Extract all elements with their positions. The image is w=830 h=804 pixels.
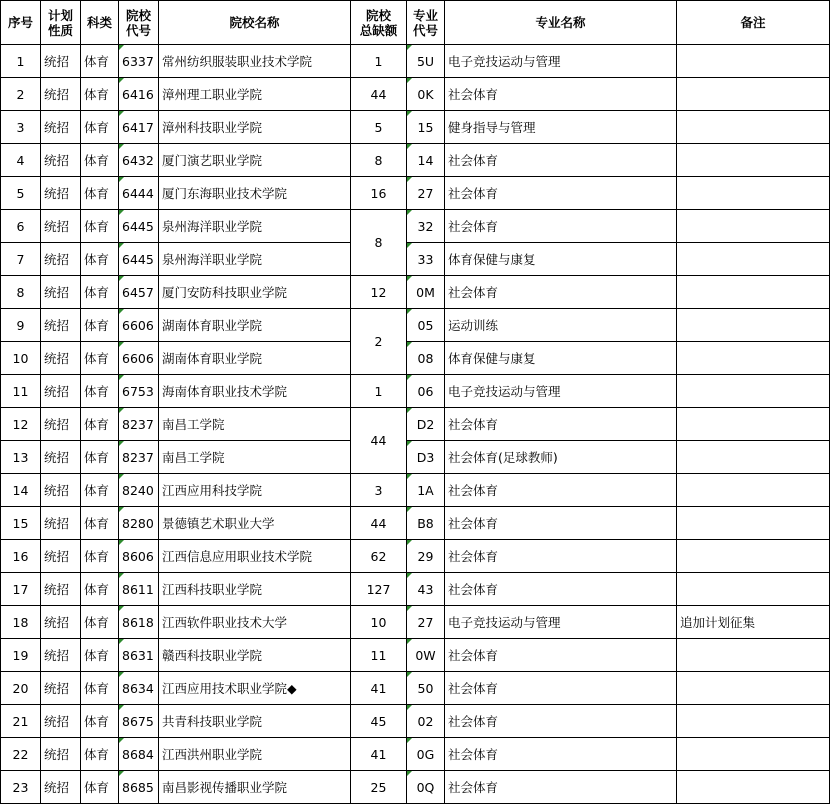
cell-school-code: 8684: [119, 738, 159, 771]
table-row: [1, 276, 830, 309]
header-subject: 科类: [81, 1, 119, 45]
table-row: [1, 375, 830, 408]
cell-plan-nature: 统招: [41, 771, 81, 804]
header-major-name: 专业名称: [445, 1, 677, 45]
table-row: [1, 45, 830, 78]
cell-subject: 体育: [81, 45, 119, 78]
cell-seq: 2: [1, 78, 41, 111]
cell-school-name: 漳州科技职业学院: [159, 111, 351, 144]
cell-school-name: 江西应用技术职业学院◆: [159, 672, 351, 705]
cell-school-name: 景德镇艺术职业大学: [159, 507, 351, 540]
cell-subject: 体育: [81, 78, 119, 111]
table-row: [1, 441, 830, 474]
cell-school-name: 江西科技职业学院: [159, 573, 351, 606]
cell-major-name: 社会体育: [445, 144, 677, 177]
cell-major-name: 社会体育: [445, 639, 677, 672]
cell-remark: [677, 243, 830, 276]
cell-major-name: 社会体育: [445, 705, 677, 738]
cell-remark: [677, 507, 830, 540]
table-row: [1, 144, 830, 177]
cell-shortage: 41: [351, 672, 407, 705]
table-row: [1, 342, 830, 375]
cell-major-name: 社会体育(足球教师): [445, 441, 677, 474]
cell-shortage: 1: [351, 45, 407, 78]
cell-shortage: 8: [351, 144, 407, 177]
cell-major-code: 43: [407, 573, 445, 606]
cell-shortage: 2: [351, 309, 407, 375]
cell-school-code: 8611: [119, 573, 159, 606]
cell-school-name: 厦门演艺职业学院: [159, 144, 351, 177]
cell-plan-nature: 统招: [41, 45, 81, 78]
cell-remark: [677, 738, 830, 771]
cell-seq: 18: [1, 606, 41, 639]
cell-major-code: B8: [407, 507, 445, 540]
cell-school-name: 泉州海洋职业学院: [159, 210, 351, 243]
cell-major-name: 电子竞技运动与管理: [445, 606, 677, 639]
table-row: [1, 210, 830, 243]
cell-major-code: 0G: [407, 738, 445, 771]
cell-school-name: 南昌影视传播职业学院: [159, 771, 351, 804]
table-row: [1, 771, 830, 804]
cell-shortage: 44: [351, 507, 407, 540]
cell-major-name: 社会体育: [445, 672, 677, 705]
cell-subject: 体育: [81, 441, 119, 474]
cell-remark: [677, 672, 830, 705]
cell-subject: 体育: [81, 738, 119, 771]
cell-subject: 体育: [81, 144, 119, 177]
cell-school-name: 厦门东海职业技术学院: [159, 177, 351, 210]
cell-major-name: 社会体育: [445, 474, 677, 507]
cell-school-name: 漳州理工职业学院: [159, 78, 351, 111]
cell-shortage: 3: [351, 474, 407, 507]
table-row: [1, 78, 830, 111]
cell-plan-nature: 统招: [41, 540, 81, 573]
cell-plan-nature: 统招: [41, 276, 81, 309]
cell-subject: 体育: [81, 177, 119, 210]
cell-plan-nature: 统招: [41, 210, 81, 243]
cell-school-code: 8631: [119, 639, 159, 672]
cell-seq: 21: [1, 705, 41, 738]
cell-school-code: 6417: [119, 111, 159, 144]
cell-plan-nature: 统招: [41, 474, 81, 507]
cell-seq: 1: [1, 45, 41, 78]
cell-major-code: 27: [407, 177, 445, 210]
header-row: [1, 1, 830, 45]
cell-plan-nature: 统招: [41, 441, 81, 474]
cell-remark: 追加计划征集: [677, 606, 830, 639]
cell-plan-nature: 统招: [41, 639, 81, 672]
cell-seq: 7: [1, 243, 41, 276]
cell-plan-nature: 统招: [41, 507, 81, 540]
table-body: [1, 45, 830, 804]
table-row: [1, 573, 830, 606]
table-row: [1, 111, 830, 144]
cell-remark: [677, 177, 830, 210]
cell-remark: [677, 276, 830, 309]
cell-major-code: 27: [407, 606, 445, 639]
cell-remark: [677, 375, 830, 408]
cell-major-name: 健身指导与管理: [445, 111, 677, 144]
cell-seq: 13: [1, 441, 41, 474]
table-row: [1, 309, 830, 342]
table-row: [1, 672, 830, 705]
cell-school-code: 8675: [119, 705, 159, 738]
cell-school-code: 6606: [119, 342, 159, 375]
cell-subject: 体育: [81, 111, 119, 144]
cell-remark: [677, 441, 830, 474]
cell-major-name: 社会体育: [445, 78, 677, 111]
cell-major-code: 06: [407, 375, 445, 408]
cell-remark: [677, 705, 830, 738]
cell-major-code: 5U: [407, 45, 445, 78]
cell-major-name: 社会体育: [445, 408, 677, 441]
cell-seq: 23: [1, 771, 41, 804]
cell-school-name: 湖南体育职业学院: [159, 342, 351, 375]
header-major-code: 专业 代号: [407, 1, 445, 45]
cell-major-name: 体育保健与康复: [445, 243, 677, 276]
cell-subject: 体育: [81, 573, 119, 606]
cell-school-name: 赣西科技职业学院: [159, 639, 351, 672]
cell-school-code: 6444: [119, 177, 159, 210]
cell-school-code: 6416: [119, 78, 159, 111]
cell-seq: 4: [1, 144, 41, 177]
table-row: [1, 606, 830, 639]
cell-shortage: 11: [351, 639, 407, 672]
cell-major-name: 社会体育: [445, 573, 677, 606]
header-school-name: 院校名称: [159, 1, 351, 45]
cell-major-name: 运动训练: [445, 309, 677, 342]
cell-major-code: 1A: [407, 474, 445, 507]
table-row: [1, 540, 830, 573]
cell-seq: 10: [1, 342, 41, 375]
cell-shortage: 44: [351, 408, 407, 474]
cell-subject: 体育: [81, 375, 119, 408]
cell-major-code: 29: [407, 540, 445, 573]
cell-remark: [677, 78, 830, 111]
cell-major-code: 14: [407, 144, 445, 177]
cell-seq: 6: [1, 210, 41, 243]
cell-shortage: 45: [351, 705, 407, 738]
cell-shortage: 12: [351, 276, 407, 309]
cell-remark: [677, 342, 830, 375]
cell-plan-nature: 统招: [41, 408, 81, 441]
cell-shortage: 25: [351, 771, 407, 804]
cell-seq: 22: [1, 738, 41, 771]
cell-remark: [677, 111, 830, 144]
cell-shortage: 127: [351, 573, 407, 606]
cell-school-code: 8634: [119, 672, 159, 705]
cell-school-code: 8618: [119, 606, 159, 639]
cell-major-code: D2: [407, 408, 445, 441]
cell-shortage: 44: [351, 78, 407, 111]
cell-major-code: 05: [407, 309, 445, 342]
cell-subject: 体育: [81, 276, 119, 309]
cell-subject: 体育: [81, 210, 119, 243]
header-seq: 序号: [1, 1, 41, 45]
cell-school-name: 南昌工学院: [159, 441, 351, 474]
cell-subject: 体育: [81, 639, 119, 672]
cell-plan-nature: 统招: [41, 606, 81, 639]
cell-major-code: 0K: [407, 78, 445, 111]
table-row: [1, 474, 830, 507]
cell-major-code: 02: [407, 705, 445, 738]
cell-plan-nature: 统招: [41, 111, 81, 144]
cell-seq: 14: [1, 474, 41, 507]
cell-shortage: 5: [351, 111, 407, 144]
cell-school-name: 湖南体育职业学院: [159, 309, 351, 342]
cell-major-name: 电子竞技运动与管理: [445, 375, 677, 408]
cell-school-name: 江西软件职业技术大学: [159, 606, 351, 639]
cell-school-name: 江西洪州职业学院: [159, 738, 351, 771]
cell-plan-nature: 统招: [41, 144, 81, 177]
cell-remark: [677, 573, 830, 606]
cell-remark: [677, 771, 830, 804]
cell-seq: 20: [1, 672, 41, 705]
cell-subject: 体育: [81, 672, 119, 705]
cell-school-code: 6445: [119, 210, 159, 243]
cell-school-name: 共青科技职业学院: [159, 705, 351, 738]
cell-major-code: D3: [407, 441, 445, 474]
cell-seq: 15: [1, 507, 41, 540]
cell-major-code: 0M: [407, 276, 445, 309]
cell-shortage: 62: [351, 540, 407, 573]
cell-remark: [677, 639, 830, 672]
cell-school-name: 江西应用科技学院: [159, 474, 351, 507]
cell-plan-nature: 统招: [41, 342, 81, 375]
cell-school-code: 6432: [119, 144, 159, 177]
cell-shortage: 8: [351, 210, 407, 276]
cell-school-name: 常州纺织服装职业技术学院: [159, 45, 351, 78]
cell-major-name: 体育保健与康复: [445, 342, 677, 375]
cell-school-code: 8280: [119, 507, 159, 540]
cell-subject: 体育: [81, 771, 119, 804]
cell-remark: [677, 309, 830, 342]
cell-school-code: 8237: [119, 408, 159, 441]
cell-school-code: 6606: [119, 309, 159, 342]
cell-plan-nature: 统招: [41, 243, 81, 276]
cell-school-code: 6337: [119, 45, 159, 78]
cell-school-code: 6445: [119, 243, 159, 276]
cell-major-code: 33: [407, 243, 445, 276]
cell-remark: [677, 408, 830, 441]
cell-plan-nature: 统招: [41, 78, 81, 111]
cell-shortage: 16: [351, 177, 407, 210]
header-remark: 备注: [677, 1, 830, 45]
cell-remark: [677, 210, 830, 243]
cell-subject: 体育: [81, 243, 119, 276]
cell-school-code: 8685: [119, 771, 159, 804]
table-row: [1, 243, 830, 276]
cell-school-code: 8606: [119, 540, 159, 573]
cell-seq: 3: [1, 111, 41, 144]
cell-subject: 体育: [81, 705, 119, 738]
cell-plan-nature: 统招: [41, 309, 81, 342]
cell-school-code: 8240: [119, 474, 159, 507]
cell-major-code: 15: [407, 111, 445, 144]
cell-seq: 5: [1, 177, 41, 210]
cell-plan-nature: 统招: [41, 573, 81, 606]
cell-major-name: 社会体育: [445, 276, 677, 309]
cell-remark: [677, 474, 830, 507]
cell-major-name: 社会体育: [445, 771, 677, 804]
table-row: [1, 177, 830, 210]
cell-remark: [677, 45, 830, 78]
cell-major-name: 社会体育: [445, 210, 677, 243]
header-plan-nature: 计划 性质: [41, 1, 81, 45]
cell-subject: 体育: [81, 474, 119, 507]
header-school-code: 院校 代号: [119, 1, 159, 45]
header-shortage: 院校 总缺额: [351, 1, 407, 45]
cell-school-name: 海南体育职业技术学院: [159, 375, 351, 408]
cell-school-code: 8237: [119, 441, 159, 474]
cell-subject: 体育: [81, 606, 119, 639]
table-row: [1, 507, 830, 540]
cell-seq: 8: [1, 276, 41, 309]
cell-subject: 体育: [81, 507, 119, 540]
cell-plan-nature: 统招: [41, 177, 81, 210]
cell-major-name: 社会体育: [445, 738, 677, 771]
cell-major-code: 0Q: [407, 771, 445, 804]
cell-major-name: 电子竞技运动与管理: [445, 45, 677, 78]
cell-seq: 16: [1, 540, 41, 573]
cell-school-name: 江西信息应用职业技术学院: [159, 540, 351, 573]
cell-plan-nature: 统招: [41, 375, 81, 408]
table-row: [1, 639, 830, 672]
table-row: [1, 408, 830, 441]
cell-seq: 19: [1, 639, 41, 672]
cell-major-code: 0W: [407, 639, 445, 672]
cell-subject: 体育: [81, 540, 119, 573]
cell-major-name: 社会体育: [445, 507, 677, 540]
cell-seq: 11: [1, 375, 41, 408]
table-row: [1, 705, 830, 738]
cell-major-code: 32: [407, 210, 445, 243]
cell-plan-nature: 统招: [41, 738, 81, 771]
cell-subject: 体育: [81, 342, 119, 375]
cell-subject: 体育: [81, 309, 119, 342]
cell-seq: 17: [1, 573, 41, 606]
cell-major-code: 08: [407, 342, 445, 375]
cell-shortage: 10: [351, 606, 407, 639]
cell-shortage: 41: [351, 738, 407, 771]
cell-remark: [677, 144, 830, 177]
cell-shortage: 1: [351, 375, 407, 408]
cell-school-code: 6457: [119, 276, 159, 309]
cell-seq: 9: [1, 309, 41, 342]
cell-plan-nature: 统招: [41, 672, 81, 705]
cell-school-name: 泉州海洋职业学院: [159, 243, 351, 276]
table-row: [1, 738, 830, 771]
cell-school-name: 南昌工学院: [159, 408, 351, 441]
cell-subject: 体育: [81, 408, 119, 441]
cell-school-code: 6753: [119, 375, 159, 408]
cell-major-name: 社会体育: [445, 177, 677, 210]
cell-school-name: 厦门安防科技职业学院: [159, 276, 351, 309]
cell-remark: [677, 540, 830, 573]
cell-seq: 12: [1, 408, 41, 441]
cell-major-name: 社会体育: [445, 540, 677, 573]
cell-major-code: 50: [407, 672, 445, 705]
cell-plan-nature: 统招: [41, 705, 81, 738]
